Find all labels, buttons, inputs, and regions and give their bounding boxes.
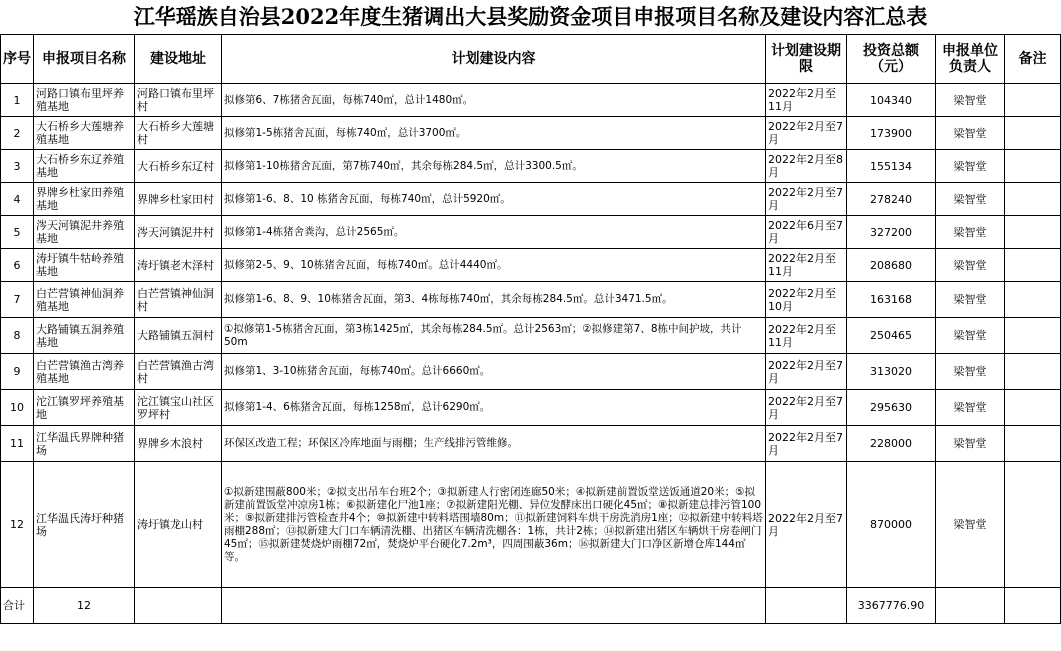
row-seq: 2 (1, 117, 34, 150)
summary-table (0, 34, 1061, 624)
row-location: 涔天河镇泥井村 (135, 216, 222, 249)
row-owner: 梁智堂 (936, 249, 1005, 282)
row-project-name: 白芒营镇神仙洞养殖基地 (34, 282, 135, 318)
row-period: 2022年2月至11月 (766, 249, 847, 282)
header-seq: 序号 (1, 35, 34, 84)
row-period: 2022年2月至7月 (766, 117, 847, 150)
row-location: 白芒营镇神仙洞村 (135, 282, 222, 318)
row-investment: 104340 (847, 84, 936, 117)
row-seq: 10 (1, 390, 34, 426)
row-remark (1005, 390, 1061, 426)
row-seq: 9 (1, 354, 34, 390)
row-seq: 4 (1, 183, 34, 216)
row-owner: 梁智堂 (936, 354, 1005, 390)
row-remark (1005, 150, 1061, 183)
row-seq: 8 (1, 318, 34, 354)
table-row (1, 216, 1061, 249)
total-empty-content (222, 588, 766, 624)
row-project-name: 界牌乡杜家田养殖基地 (34, 183, 135, 216)
header-period: 计划建设期限 (766, 35, 847, 84)
total-row (1, 588, 1061, 624)
row-content: 拟修第1-10栋猪舍瓦面，第7栋740㎡，其余每栋284.5㎡，总计3300.5㎡。 (222, 150, 766, 183)
row-owner: 梁智堂 (936, 183, 1005, 216)
row-content: 拟修第1-6、8、9、10栋猪舍瓦面，第3、4栋每栋740㎡，其余每栋284.5㎡。总计3471.5㎡。 (222, 282, 766, 318)
header-owner: 申报单位负责人 (936, 35, 1005, 84)
row-period: 2022年2月至7月 (766, 183, 847, 216)
header-row (1, 35, 1061, 84)
row-location: 大石桥乡大莲塘村 (135, 117, 222, 150)
row-remark (1005, 249, 1061, 282)
row-project-name: 白芒营镇渔古湾养殖基地 (34, 354, 135, 390)
row-content: ①拟修第1-5栋猪舍瓦面，第3栋1425㎡，其余每栋284.5㎡。总计2563㎡；②拟修建第7、8栋中间护坡，共计50m (222, 318, 766, 354)
row-remark (1005, 84, 1061, 117)
row-period: 2022年2月至7月 (766, 426, 847, 462)
row-investment: 208680 (847, 249, 936, 282)
table-row (1, 183, 1061, 216)
page-title: 江华瑶族自治县2022年度生猪调出大县奖励资金项目申报项目名称及建设内容汇总表 (133, 4, 928, 29)
row-location: 界牌乡木浪村 (135, 426, 222, 462)
row-project-name: 江华温氏涛圩种猪场 (34, 462, 135, 588)
row-content: 拟修第6、7栋猪舍瓦面，每栋740㎡，总计1480㎡。 (222, 84, 766, 117)
total-empty-owner (936, 588, 1005, 624)
row-period: 2022年2月至7月 (766, 354, 847, 390)
header-project: 申报项目名称 (34, 35, 135, 84)
row-owner: 梁智堂 (936, 150, 1005, 183)
row-remark (1005, 117, 1061, 150)
total-investment: 3367776.90 (847, 588, 936, 624)
row-owner: 梁智堂 (936, 216, 1005, 249)
row-remark (1005, 318, 1061, 354)
header-location: 建设地址 (135, 35, 222, 84)
row-project-name: 沱江镇罗坪养殖基地 (34, 390, 135, 426)
row-remark (1005, 216, 1061, 249)
row-remark (1005, 282, 1061, 318)
table-row (1, 318, 1061, 354)
row-project-name: 大石桥乡大莲塘养殖基地 (34, 117, 135, 150)
row-period: 2022年2月至10月 (766, 282, 847, 318)
row-investment: 228000 (847, 426, 936, 462)
row-owner: 梁智堂 (936, 117, 1005, 150)
row-owner: 梁智堂 (936, 318, 1005, 354)
row-period: 2022年2月至7月 (766, 390, 847, 426)
row-investment: 163168 (847, 282, 936, 318)
row-project-name: 涔天河镇泥井养殖基地 (34, 216, 135, 249)
header-investment: 投资总额（元） (847, 35, 936, 84)
row-investment: 278240 (847, 183, 936, 216)
row-seq: 11 (1, 426, 34, 462)
row-period: 2022年2月至8月 (766, 150, 847, 183)
table-row (1, 354, 1061, 390)
table-row (1, 84, 1061, 117)
row-location: 涛圩镇老木泽村 (135, 249, 222, 282)
row-location: 白芒营镇渔古湾村 (135, 354, 222, 390)
row-content: 拟修第1-4栋猪舍粪沟，总计2565㎡。 (222, 216, 766, 249)
row-project-name: 涛圩镇牛牯岭养殖基地 (34, 249, 135, 282)
total-empty-remark (1005, 588, 1061, 624)
table-row (1, 117, 1061, 150)
row-seq: 12 (1, 462, 34, 588)
row-owner: 梁智堂 (936, 84, 1005, 117)
row-seq: 5 (1, 216, 34, 249)
row-location: 大石桥乡东辽村 (135, 150, 222, 183)
row-content: 拟修第1-5栋猪舍瓦面，每栋740㎡，总计3700㎡。 (222, 117, 766, 150)
row-investment: 313020 (847, 354, 936, 390)
row-remark (1005, 426, 1061, 462)
row-period: 2022年6月至7月 (766, 216, 847, 249)
total-label: 合计 (1, 588, 34, 624)
table-row (1, 390, 1061, 426)
row-remark (1005, 462, 1061, 588)
row-remark (1005, 183, 1061, 216)
row-remark (1005, 354, 1061, 390)
row-project-name: 河路口镇布里坪养殖基地 (34, 84, 135, 117)
row-period: 2022年2月至11月 (766, 84, 847, 117)
row-investment: 870000 (847, 462, 936, 588)
row-investment: 155134 (847, 150, 936, 183)
row-project-name: 大路铺镇五洞养殖基地 (34, 318, 135, 354)
row-content: 环保区改造工程；环保区冷库地面与雨棚；生产线排污管维修。 (222, 426, 766, 462)
table-row (1, 150, 1061, 183)
row-content: 拟修第1、3-10栋猪舍瓦面，每栋740㎡。总计6660㎡。 (222, 354, 766, 390)
row-content: 拟修第1-4、6栋猪舍瓦面，每栋1258㎡，总计6290㎡。 (222, 390, 766, 426)
row-investment: 250465 (847, 318, 936, 354)
row-owner: 梁智堂 (936, 426, 1005, 462)
row-seq: 3 (1, 150, 34, 183)
row-seq: 6 (1, 249, 34, 282)
row-location: 大路铺镇五洞村 (135, 318, 222, 354)
row-content: 拟修第1-6、8、10 栋猪舍瓦面，每栋740㎡，总计5920㎡。 (222, 183, 766, 216)
row-investment: 173900 (847, 117, 936, 150)
total-count: 12 (34, 588, 135, 624)
row-content: 拟修第2-5、9、10栋猪舍瓦面，每栋740㎡。总计4440㎡。 (222, 249, 766, 282)
table-row (1, 426, 1061, 462)
row-owner: 梁智堂 (936, 390, 1005, 426)
table-row (1, 282, 1061, 318)
row-project-name: 江华温氏界牌种猪场 (34, 426, 135, 462)
row-seq: 1 (1, 84, 34, 117)
table-row (1, 249, 1061, 282)
row-investment: 327200 (847, 216, 936, 249)
row-location: 涛圩镇龙山村 (135, 462, 222, 588)
total-empty-period (766, 588, 847, 624)
header-remark: 备注 (1005, 35, 1061, 84)
row-owner: 梁智堂 (936, 282, 1005, 318)
row-project-name: 大石桥乡东辽养殖基地 (34, 150, 135, 183)
row-owner: 梁智堂 (936, 462, 1005, 588)
table-row (1, 462, 1061, 588)
row-investment: 295630 (847, 390, 936, 426)
row-location: 界牌乡杜家田村 (135, 183, 222, 216)
row-period: 2022年2月至7月 (766, 462, 847, 588)
total-empty-location (135, 588, 222, 624)
row-location: 沱江镇宝山社区罗坪村 (135, 390, 222, 426)
row-seq: 7 (1, 282, 34, 318)
header-content: 计划建设内容 (222, 35, 766, 84)
row-location: 河路口镇布里坪村 (135, 84, 222, 117)
row-period: 2022年2月至11月 (766, 318, 847, 354)
row-content: ①拟新建围蔽800米；②拟支出吊车台班2个；③拟新建人行密闭连廊50米；④拟新建前置饭堂送饭通道20米；⑤拟新建前置饭堂冲凉房1栋；⑥拟新建化尸池1座；⑦拟新建阳光棚、异位发酵床出口硬化45㎡；⑧拟新建总排污管100米；⑨拟新建排污管检查井4个；⑩拟新建中转料塔围墙80m；⑪拟新建饲料车烘干房洗消房1座；⑫拟新建中转料塔雨棚288㎡；⑬拟新建大门口车辆清洗棚、出猪区车辆清洗棚各：1栋，共计2栋；⑭拟新建出猪区车辆烘干房卷闸门45㎡；⑮拟新建焚烧炉雨棚72㎡，焚烧炉平台硬化7.2m³，四周围蔽36m；⑯拟新建大门口净区新增仓库144㎡等。 (222, 462, 766, 588)
